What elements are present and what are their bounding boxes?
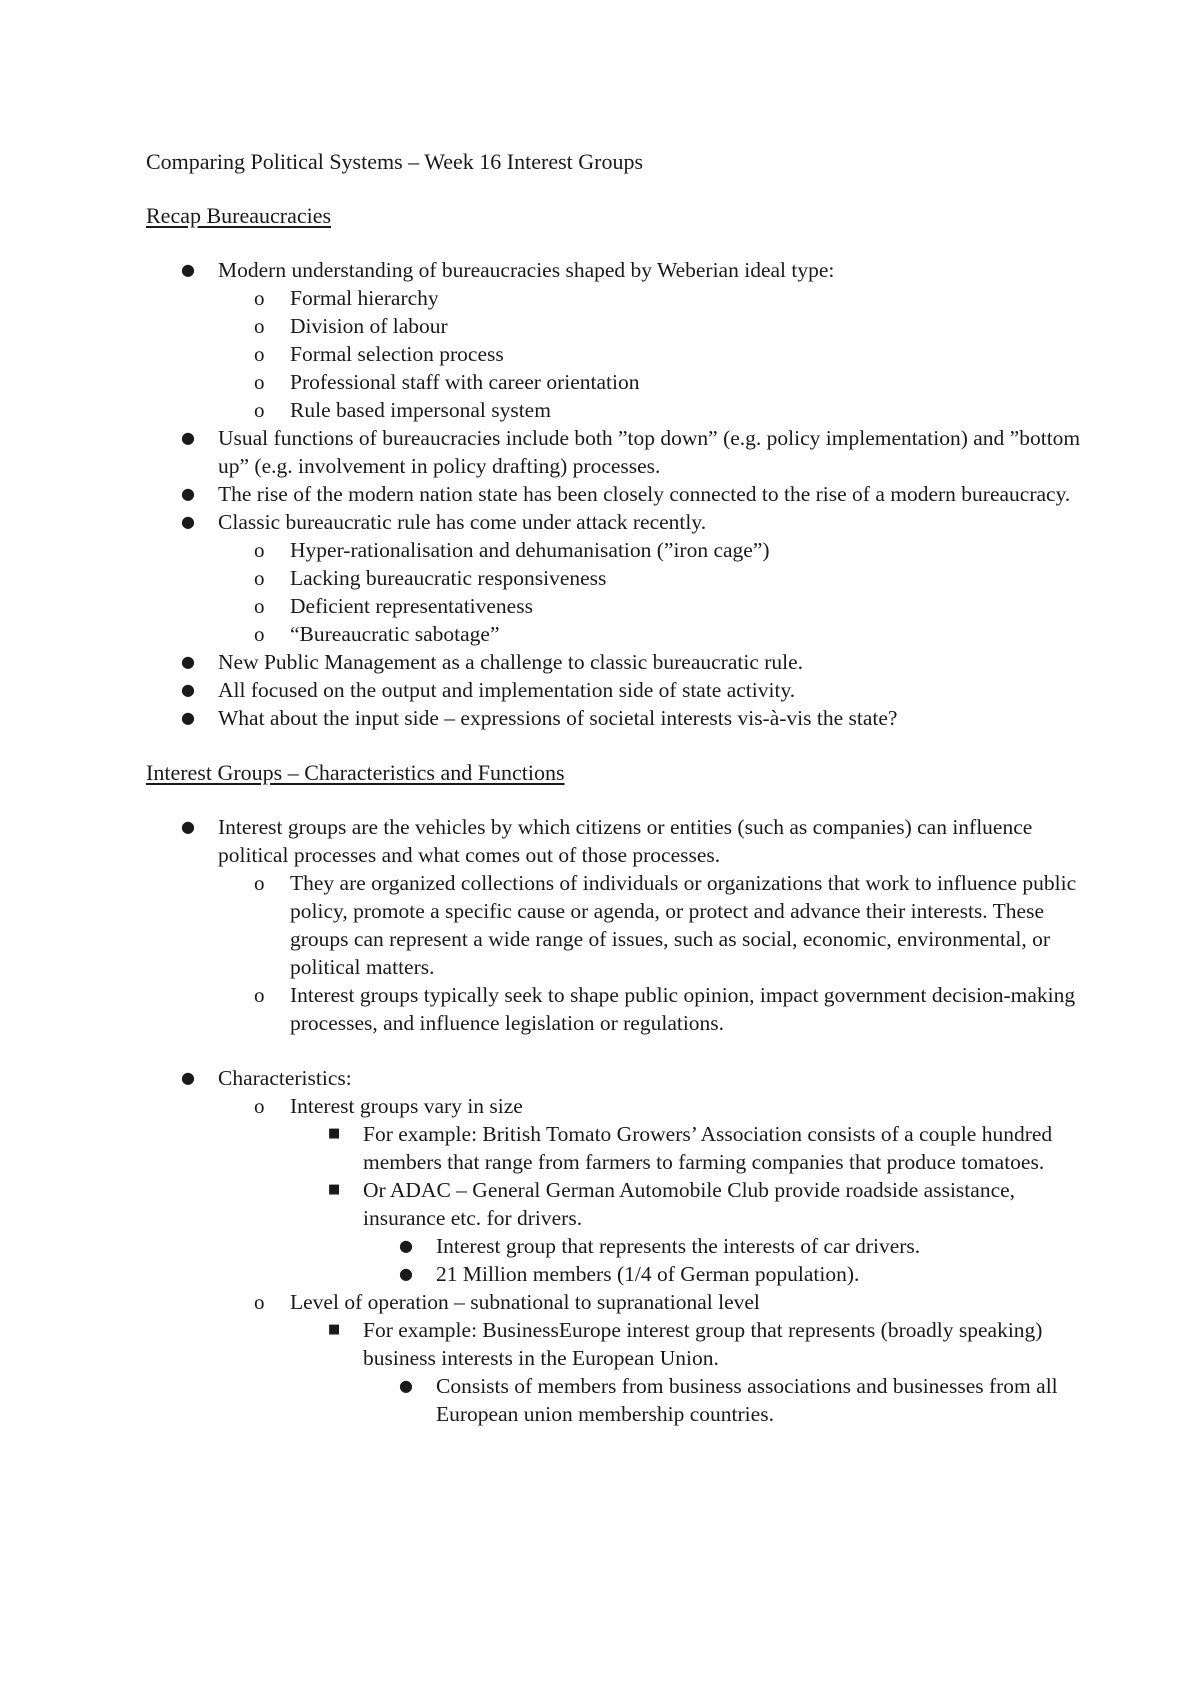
section-heading-interest-groups: Interest Groups – Characteristics and Functions	[146, 760, 565, 785]
list-item: ● What about the input side – expressions of societal interests vis-à-vis the state?	[181, 706, 898, 730]
list-item: o Professional staff with career orientation	[254, 370, 640, 394]
list-item: ■ Or ADAC – General German Automobile Club provide roadside assistance, insurance etc. for drivers. ● Interest group that represents the interests of car drivers. ● 21 Million members (1/4 of German population).	[290, 1176, 1086, 1288]
list-item: ● Modern understanding of bureaucracies shaped by Weberian ideal type: o Formal hierarchy o Division of labour o Formal selection process o Professional staff with career orientation o Rule based impersonal system	[146, 256, 1086, 424]
list-item: ● New Public Management as a challenge to classic bureaucratic rule.	[181, 650, 804, 674]
sub-sub-list	[290, 1120, 1086, 1288]
list-item: o Interest groups typically seek to shape public opinion, impact government decision-making processes, and influence legislation or regulations.	[254, 983, 1076, 1035]
circle-bullet-icon: o	[254, 594, 265, 618]
list-item: ● Interest groups are the vehicles by which citizens or entities (such as companies) can influence political processes and what comes out of those processes. o They are organized collections of individuals or organizations that work to influence public policy, promote a specific cause or agenda, or protect and advance their interests. These groups can represent a wide range of issues, such as social, economic, environmental, or political matters. o Interest groups typically seek to shape public opinion, impact government decision-making processes, and influence legislation or regulations.	[146, 813, 1086, 1037]
list-item: o Lacking bureaucratic responsiveness	[254, 566, 607, 590]
square-bullet-icon: ■	[328, 1182, 341, 1197]
circle-bullet-icon: o	[254, 566, 265, 590]
list-item: ● Characteristics: o Interest groups vary in size ■ For example: British Tomato Growers’ Association consists of a couple hundred members that range from farmers to farming companies that produce tomatoes. ■ Or ADAC – General German Automobile Club provide roadside assistance, insurance etc. for drivers. ● Interest group that represents the interests of car drivers. ● 21 Million members (1/4 of German population). o Level of operation – subnational to supranational level ■ For example: BusinessEurope interest group that represents (broadly speaking) business interests in the European Union. ● Consists of members from business associations and businesses from all European union membership countries.	[146, 1064, 1086, 1428]
circle-bullet-icon: o	[254, 314, 265, 338]
list-item: ● Classic bureaucratic rule has come under attack recently. o Hyper-rationalisation and dehumanisation (”iron cage”) o Lacking bureaucratic responsiveness o Deficient representativeness o “Bureaucratic sabotage”	[146, 508, 1086, 648]
circle-bullet-icon: o	[254, 1094, 265, 1118]
list-item: o “Bureaucratic sabotage”	[254, 622, 500, 646]
list-item: ● The rise of the modern nation state has been closely connected to the rise of a modern bureaucracy.	[181, 482, 1071, 506]
sub-list	[217, 869, 1086, 1037]
circle-bullet-icon: o	[254, 538, 265, 562]
list-item: o They are organized collections of individuals or organizations that work to influence public policy, promote a specific cause or agenda, or protect and advance their interests. These groups can represent a wide range of issues, such as social, economic, environmental, or political matters.	[254, 871, 1077, 979]
sub-list	[217, 536, 1086, 648]
bullet-icon: ●	[181, 512, 195, 531]
list-item: o Hyper-rationalisation and dehumanisation (”iron cage”)	[254, 538, 770, 562]
list-item: ■ For example: British Tomato Growers’ Association consists of a couple hundred members that range from farmers to farming companies that produce tomatoes.	[328, 1122, 1053, 1174]
list-item: o Interest groups vary in size ■ For example: British Tomato Growers’ Association consists of a couple hundred members that range from farmers to farming companies that produce tomatoes. ■ Or ADAC – General German Automobile Club provide roadside assistance, insurance etc. for drivers. ● Interest group that represents the interests of car drivers. ● 21 Million members (1/4 of German population).	[217, 1092, 1086, 1288]
circle-bullet-icon: o	[254, 1290, 265, 1314]
list-item: ■ For example: BusinessEurope interest group that represents (broadly speaking) business interests in the European Union. ● Consists of members from business associations and businesses from all European union membership countries.	[290, 1316, 1086, 1428]
section-heading-recap-bureaucracies: Recap Bureaucracies	[146, 203, 332, 228]
list-item: ● Consists of members from business associations and businesses from all European union membership countries.	[399, 1374, 1058, 1426]
list-item: ● Interest group that represents the interests of car drivers.	[399, 1234, 921, 1258]
bullet-icon: ●	[399, 1264, 413, 1283]
bullet-icon: ●	[181, 260, 195, 279]
bullet-icon: ●	[181, 817, 195, 836]
sub-sub-sub-list	[363, 1232, 1086, 1288]
list-item: o Rule based impersonal system	[254, 398, 551, 422]
circle-bullet-icon: o	[254, 370, 265, 394]
bullet-icon: ●	[181, 484, 195, 503]
sub-sub-list	[290, 1316, 1086, 1428]
bullet-icon: ●	[181, 652, 195, 671]
bullet-icon: ●	[181, 1068, 195, 1087]
sub-list	[217, 1092, 1086, 1428]
sub-list	[217, 284, 1086, 424]
bullet-icon: ●	[181, 428, 195, 447]
circle-bullet-icon: o	[254, 398, 265, 422]
circle-bullet-icon: o	[254, 871, 265, 895]
list-item: ● 21 Million members (1/4 of German population).	[399, 1262, 860, 1286]
list-item: o Level of operation – subnational to supranational level ■ For example: BusinessEurope interest group that represents (broadly speaking) business interests in the European Union. ● Consists of members from business associations and businesses from all European union membership countries.	[217, 1288, 1086, 1428]
sub-sub-sub-list	[363, 1372, 1086, 1428]
list-item: ● All focused on the output and implementation side of state activity.	[181, 678, 796, 702]
list-item: o Division of labour	[254, 314, 448, 338]
interest-groups-bullet-list	[146, 813, 1086, 1428]
circle-bullet-icon: o	[254, 286, 265, 310]
bullet-icon: ●	[399, 1236, 413, 1255]
circle-bullet-icon: o	[254, 342, 265, 366]
bullet-icon: ●	[181, 708, 195, 727]
bullet-icon: ●	[399, 1376, 413, 1395]
document-page	[146, 138, 1086, 1428]
list-item: o Formal selection process	[254, 342, 504, 366]
square-bullet-icon: ■	[328, 1322, 341, 1337]
circle-bullet-icon: o	[254, 622, 265, 646]
bullet-icon: ●	[181, 680, 195, 699]
circle-bullet-icon: o	[254, 983, 265, 1007]
square-bullet-icon: ■	[328, 1126, 341, 1141]
recap-bullet-list	[146, 256, 1086, 732]
list-item: o Formal hierarchy	[254, 286, 439, 310]
list-item: ● Usual functions of bureaucracies include both ”top down” (e.g. policy implementation) and ”bottom up” (e.g. involvement in policy drafting) processes.	[181, 426, 1081, 478]
list-item: o Deficient representativeness	[254, 594, 533, 618]
document-title: Comparing Political Systems – Week 16 Interest Groups	[146, 149, 644, 174]
